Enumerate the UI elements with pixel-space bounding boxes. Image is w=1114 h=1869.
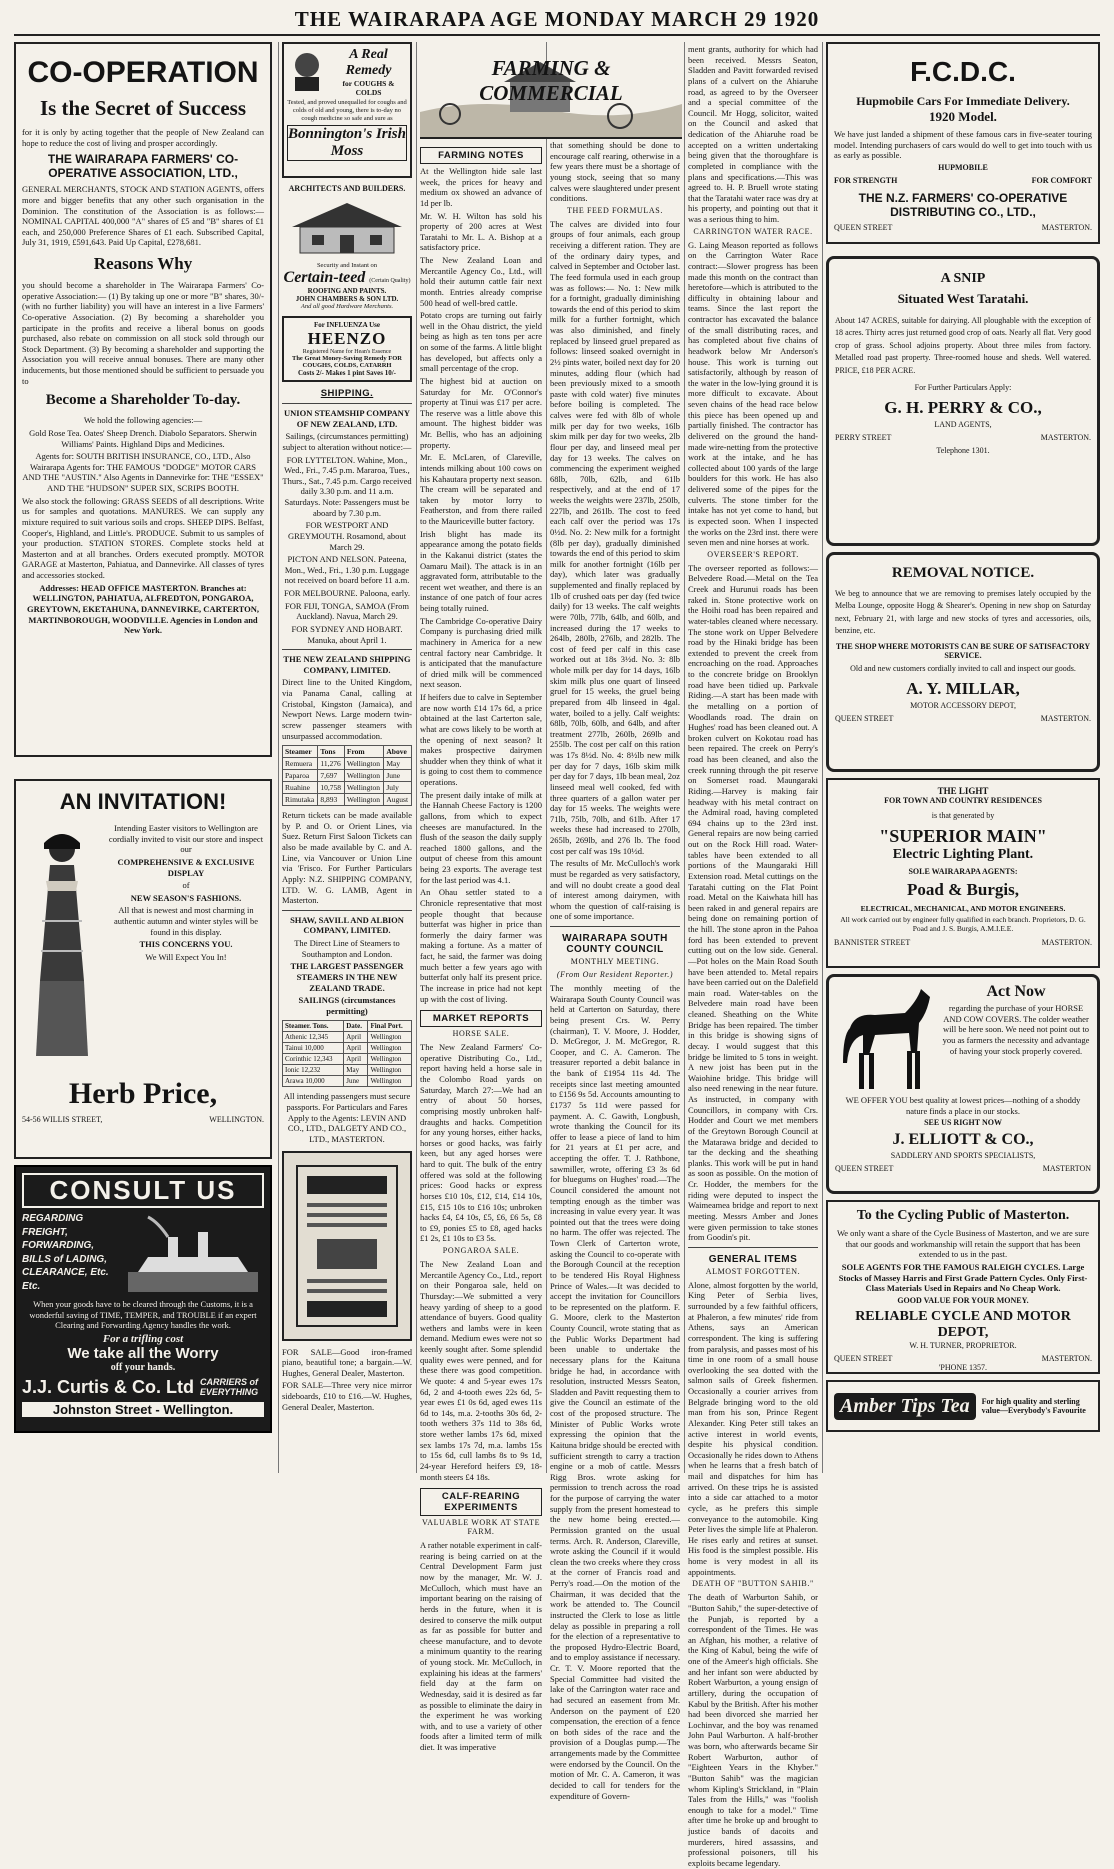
cycle-depot-street: QUEEN STREET bbox=[834, 1353, 893, 1363]
removal-thanks: Old and new customers cordially invited to call and inspect our goods. bbox=[850, 663, 1076, 673]
architects-heading: ARCHITECTS AND BUILDERS. bbox=[288, 184, 406, 193]
table-header: Tons bbox=[318, 746, 345, 758]
council-subtitle: MONTHLY MEETING. bbox=[570, 957, 660, 966]
table-header: Date. bbox=[344, 1021, 368, 1032]
table-cell: June bbox=[344, 1076, 368, 1087]
agencies-list: Gold Rose Tea. Oates' Sheep Drench. Diabolo Separators. Sherwin Williams' Paints. Highland Dips and Medicines. bbox=[29, 427, 257, 449]
hupmobile-label: HUPMOBILE bbox=[938, 162, 988, 172]
heenzo-brand: HEENZO bbox=[307, 329, 387, 348]
cycle-depot-town: MASTERTON. bbox=[1041, 1353, 1092, 1363]
reasons-text: you should become a shareholder in The Wairarapa Farmers' Co-operative Association:— (1) By taking up one or more "B" shares, 30/- (with no further liability) you will have an interest in a live Farmers' Co-operative Association. (2) By becoming a shareholder you participate in the profits and receive a liberal bonus on goods purchased, also rebate on commission on all stock sold through our Stock Department. (3) By becoming a shareholder and supporting the Association you will receive annual bonuses. There are many other inducements, but those mentioned should be sufficient to persuade you to bbox=[22, 280, 264, 386]
table-cell: Wellington bbox=[344, 782, 383, 794]
feed-formulas-conclusion: The results of Mr. McCulloch's work must be regarded as very satisfactory, and will no doubt create a good deal of interest among dairymen, with whom the question of calf-raising is one of some importance. bbox=[550, 858, 680, 922]
almost-forgotten-text: Alone, almost forgotten by the world, King Peter of Serbia lives, surrounded by a few faithful officers, at Phaleron, a few minutes' ride from Athens, says an American correspondent. The king is suffering from paralysis, and passes most of his time in one room of a small house overlooking the sea dotted with the salmon sails of Greek fishermen. Occasionally a courier arrives from Belgrade bringing word to the old man from his son, Prince Regent Alexander. King Peter still takes an active interest in world events, despite his physical condition. Occasionally he rides down to Athens when he learns that a fresh batch of mail and dispatches for him has arrived. On these trips he is assisted into a side car attached to a motor cycle, as he prefers this simple conveyance to the automobile. King Peter lives the simple life at Phaleron. He rises early and retires at sunset. His food is the simplest possible. His home is very modest in all its appointments. bbox=[688, 1279, 818, 1577]
shipping-title: SHIPPING. bbox=[320, 388, 374, 399]
table-cell: Wellington bbox=[368, 1043, 412, 1054]
table-cell: Wellington bbox=[344, 794, 383, 806]
calf-rearing-text: A rather notable experiment in calf-rearing is being carried on at the Central Development Farm just now by the manager, Mr. W. J. McCulloch, which must have an important bearing on the raising of herds in the future, when it is desired to conserve the milk output as far as possible for butter and cheese manufacture, and to devote a minimum quantity to the rearing of young stock. Mr. McCulloch, in explaining his ideas at the farmers' field day at the farm on Wednesday, said it is desired as far as possible to eliminate the dairy in the experiment he was working with, and to use a variety of other foods after a limited term of milk diet. It was imperative bbox=[420, 1540, 542, 1752]
farming-note: Potato crops are turning out fairly well in the Ohau district, the yield being as high as ten tons per acre on some of the farms. A little blight has developed, but affects only a small percentage of the crop. bbox=[420, 310, 542, 374]
house-illustration bbox=[282, 197, 412, 257]
fcdc-street: QUEEN STREET bbox=[834, 222, 893, 232]
table-cell: 10,758 bbox=[318, 782, 345, 794]
snip-further: For Further Particulars Apply: bbox=[914, 382, 1012, 392]
table-row bbox=[283, 1076, 412, 1087]
horse-sale-heading: HORSE SALE. bbox=[452, 1029, 510, 1039]
table-row bbox=[283, 1065, 412, 1076]
feed-formulas-text: The calves are divided into four groups of four animals, each group receiving a different ration. They are of the ordinary dairy types, and calved in September and October last. The feed formula used in each group was as follows:— No. 1: New milk for a fortnight, gradually diminishing towards the end of this period to skim milk for a further fortnight, which was also diminished, and finely replaced by linseed gruel prepared as follows: linseed soaked overnight in 2½ pints water, boiled next day for 20 minutes, adding flour (which had been previously mixed to a smooth paste with cold water) five minutes before boiling is completed. The calves were fed with 8lb of whole milk per day for two weeks, 16lb skim milk per day for two weeks, 2lb flour per day, and linseed meal per day for 13 weeks. The calves on commencing the experiment weighed 68lb, 70lb, 62lb, and 61lb respectively, and at the end of 17 weeks the weights were 237lb, 250lb, 227lb, and 261lb. The cost to feed each calf over the period was 17s 0½d. No. 2: New milk for a fortnight (8lb per day), gradually diminished towards the end of this period to skim milk for another fortnight (16lb per day), which later was gradually supplemented and finally replaced by 1lb of crushed oats per day (fed twice daily) for 13 weeks. The calf weights were 70lb, 77lb, 64lb, and 60lb, and increased during the 17 weeks to 264lb, 280lb, 276lb, and 282lb. The cost of feed per calf in this case worked out at 18s 3½d. No. 3: 8lb whole milk per day for 14 days, 16lb skim milk plus one quart of linseed gruel for 15 weeks, the gruel being prepared from 4lb linseed in 4gal. water, boiled to a jelly. Calf weights: 68lb, 70lb, 60lb, and 64lb, and after treatment 277lb, 260lb, 269lb and 255lb. The cost per calf on this ration was 17s 8½d. No. 4: 8½lb new milk per day for 7 days, 16lb skim milk per day for 7 days, 1lb bean meal, 2oz linseed meal well cooked, fed with three quarters of a gallon water per day for 15 weeks. The weights were 71lb, 75lb, 70lb, and 61lb. After 17 weeks these had increased to 270lb, 265lb, 269lb, and 276 lb. The food cost per calf was 19s 10½d. bbox=[550, 218, 680, 856]
consult-regarding: REGARDING FREIGHT, FORWARDING, BILLS of LADING, CLEARANCE, Etc. Etc. bbox=[22, 1213, 109, 1292]
invitation-p2: COMPREHENSIVE & EXCLUSIVE DISPLAY bbox=[117, 856, 255, 878]
pongaroa-sale-heading: PONGAROA SALE. bbox=[442, 1246, 520, 1255]
invitation-p7: We Will Expect You In! bbox=[145, 951, 227, 962]
table-cell: Wellington bbox=[368, 1032, 412, 1043]
cycle-depot-phone: 'PHONE 1357. bbox=[938, 1362, 988, 1372]
farming-banner-title: FARMING & COMMERCIAL bbox=[479, 56, 623, 105]
shaw-foot: All intending passengers must secure passports. For Particulars and Fares Apply to the Agents: LEVIN AND CO., LTD., DALGETY AND CO., LTD., MASTERTON. bbox=[283, 1091, 411, 1144]
actnow-ad bbox=[826, 974, 1100, 1194]
cycling-ad bbox=[826, 1200, 1100, 1374]
union-melbourne: FOR MELBOURNE. Paloona, early. bbox=[284, 588, 410, 598]
man-face-illustration bbox=[287, 47, 327, 91]
removal-ad bbox=[826, 552, 1100, 772]
farming-note: Irish blight has made its appearance among the potato fields in the Kakanui district (states the Oamaru Mail). The attack is in an aggravated form, attributable to the recent wet weather, and there is an instance of one patch of four acres being totally ruined. bbox=[420, 528, 542, 613]
consult-p2: For a trifling cost bbox=[102, 1332, 184, 1345]
light-sub: FOR TOWN AND COUNTRY RESIDENCES bbox=[884, 796, 1042, 805]
fcdc-firm: THE N.Z. FARMERS' CO-OPERATIVE DISTRIBUTING CO., LTD., bbox=[858, 190, 1068, 219]
elliott-firm: J. ELLIOTT & CO., bbox=[892, 1131, 1034, 1149]
become-heading: Become a Shareholder To-day. bbox=[45, 392, 241, 409]
farming-note: The Cambridge Co-operative Dairy Company is purchasing dried milk machinery in America for a new central factory near Cambridge. It is anticipated that the manufacture of dried milk will be commenced next season. bbox=[420, 615, 542, 690]
poad-burgis-firm: Poad & Burgis, bbox=[907, 880, 1019, 899]
fcdc-title: F.C.D.C. bbox=[910, 56, 1016, 87]
table-cell: Rimutaka bbox=[283, 794, 318, 806]
column-1 bbox=[14, 42, 272, 1473]
table-cell: July bbox=[384, 782, 412, 794]
perry-street: PERRY STREET bbox=[835, 432, 892, 442]
certainteed-brand: Certain-teed bbox=[283, 269, 366, 286]
inverted-advert-image bbox=[282, 1151, 412, 1341]
removal-title: REMOVAL NOTICE. bbox=[891, 565, 1035, 581]
column-5 bbox=[688, 42, 818, 1868]
council-from: (From Our Resident Reporter.) bbox=[556, 970, 674, 979]
remedy-tested: Tested, and proved unequalled for coughs and colds of old and young, there is to-day no cough medicine so safe and sure as bbox=[287, 99, 407, 123]
perry-town: MASTERTON. bbox=[1040, 432, 1091, 442]
table-row bbox=[283, 1043, 412, 1054]
cycling-body: We only want a share of the Cycle Business of Masterton, and we are sure that our goods and workmanship will retain the support that has been extended to us in the past. bbox=[836, 1228, 1090, 1260]
water-race-text: G. Laing Meason reported as follows on the Carrington Water Race contract:—Slower progress has been made this month on the contract than heretofore—which is attributed to the difficulty in obtaining labour and teams. Since the last report the contractor has excavated the balance of the small distributing races, and has completed about five chains of headwork below Mr Anderson's house. This work is turning out satisfactorily, although by reason of the water in the low-lying ground it is more difficult to excavate. About seven chains of the head race below this piece has been opened up and partially finished. The contractor has delivered on the ground the hand-made wire-netting from the protective work at the intake, and he has collected about 100 yards of the large boulders for this work. He has also delivered some of the pipes for the culverts. The stone timber for the intake has not yet come to hand, but is expected soon. When I inspected the works on the 23rd inst. there were seven men and nine horses at work. bbox=[688, 239, 818, 548]
bonningtons-brand: Bonnington's Irish Moss bbox=[288, 126, 406, 160]
remedy-ad bbox=[282, 42, 412, 178]
cycling-value: GOOD VALUE FOR YOUR MONEY. bbox=[897, 1295, 1029, 1305]
farming-note: Mr. W. H. Wilton has sold his property of 200 acres at West Taratahi to Mr. L. A. Bishop at a satisfactory price. bbox=[420, 210, 542, 253]
millar-town: MASTERTON. bbox=[1040, 713, 1091, 723]
table-cell: June bbox=[384, 770, 412, 782]
perry-role: LAND AGENTS, bbox=[934, 419, 992, 429]
calf-rearing-subtitle: VALUABLE WORK AT STATE FARM. bbox=[421, 1518, 541, 1537]
fcdc-body: We have just landed a shipment of these famous cars in five-seater touring model. Intending purchasers of cars would do well to get into touch with us as early as possible. bbox=[834, 129, 1092, 161]
masthead bbox=[14, 4, 1100, 36]
actnow-see: SEE US RIGHT NOW bbox=[924, 1118, 1002, 1128]
removal-shop: THE SHOP WHERE MOTORISTS CAN BE SURE OF SATISFACTORY SERVICE. bbox=[835, 641, 1091, 660]
shaw-steamer-table bbox=[282, 1020, 412, 1087]
table-header: Final Port. bbox=[368, 1021, 412, 1032]
table-row bbox=[283, 782, 412, 794]
table-cell: April bbox=[344, 1032, 368, 1043]
table-row bbox=[283, 770, 412, 782]
amber-tips-ad bbox=[826, 1380, 1100, 1432]
fcdc-town: MASTERTON. bbox=[1041, 222, 1092, 232]
shaw-line: The Direct Line of Steamers to Southampton and London. bbox=[294, 938, 400, 959]
table-cell: Wellington bbox=[344, 770, 383, 782]
consult-p1: When your goods have to be cleared through the Customs, it is a wonderful saving of TIME, TEMPER, and TROUBLE if an expert Clearing and Forwarding Agency handles the work. bbox=[29, 1299, 257, 1331]
table-cell: Wellington bbox=[368, 1076, 412, 1087]
table-row bbox=[283, 1054, 412, 1065]
curtis-firm: J.J. Curtis & Co. Ltd bbox=[22, 1376, 195, 1397]
horse-sale-text: The New Zealand Farmers' Co-operative Distributing Co., Ltd., report having held a horse sale in the Colombo Road yards on Saturday, March 27:—We had an entry of about 50 horses, comprising mostly unbroken half-draughts and hacks. Competition for any young horses, either hacks, horses or good hacks, was fairly keen, but any aged horses were hard to quit. The bulk of the entry offered was sold at the following prices: Good hacks or express horses £10 10s, £12, £14, £14 10s, £15, £15 10s to £16 10s; unbroken hacks £4, £4 10s, £5, £6, £6 5s, £8 to £9, ponies £5 to £8, aged hacks £1 2s, £1 10s to £3 5s. bbox=[420, 1042, 542, 1244]
column-6 bbox=[826, 42, 1100, 1473]
coop-ad bbox=[14, 42, 272, 757]
actnow-offer: WE OFFER YOU best quality at lowest prices—nothing of a shoddy nature finds a place in our stocks. bbox=[845, 1095, 1081, 1116]
farming-note: If heifers due to calve in September are now worth £14 17s 6d, a price obtained at the last Carterton sale, what are cows likely to be worth at the opening of next season? It makes prospective dairymen shudder when they think of what it is going to cost them to commence operations. bbox=[420, 692, 542, 787]
market-reports-title: MARKET REPORTS bbox=[420, 1010, 542, 1027]
button-sahib-text: The death of Warburton Sahib, or "Button Sahib," the super-detective of the Punjab, is reported by a correspondent of the Times. He was an Afghan, his mother, a relative of the King of Kabul, being the wife of one of the Ameer's high officials. She and her infant son were abducted by Robert Warburton, a young ensign of artillery, during the occupation of Kabul by the British. After his mother had been divorced she married her Lochinvar, and the boy was renamed John Paul Warburton. A half-brother was born, who afterwards became Sir Robert Warburton, author of "Eighteen Years in the Khyber." "Button Sahib" was the magician whom Kipling's Strickland, in "Plain Tales from the Hills," was "foolish enough to take for a model." Time after time he broke up and brought to justice bands of dacoits and murderers, hired assassins, and professional poisoners, till his exploits became legendary. bbox=[688, 1592, 818, 1868]
shaw-largest: THE LARGEST PASSENGER STEAMERS IN THE NEW ZEALAND TRADE. bbox=[290, 961, 404, 993]
elliott-role: SADDLERY AND SPORTS SPECIALISTS, bbox=[890, 1151, 1036, 1161]
snip-body: About 147 ACRES, suitable for dairying. All ploughable with the exception of 18 acres. Thirty acres just returned good crop of oats. Nearly all flat. Very good crop of grass. School adjoins property. About three miles from factory. Metalled road past property. Three-roomed house and sheds. Well watered. PRICE, £18 PER ACRE. bbox=[835, 316, 1091, 375]
poad-burgis-work: All work carried out by engineer fully qualified in each branch. Proprietors, D. G. Poad and J. S. Burgis, A.M.I.E.E. bbox=[840, 915, 1086, 934]
coop-intro: for it is only by acting together that the people of New Zealand can hope to reduce the cost of living and prosper accordingly. bbox=[22, 127, 264, 148]
coop-addresses: Addresses: HEAD OFFICE MASTERTON. Branches at: WELLINGTON, PAHIATUA, ALFREDTON, PONGAROA, GREYTOWN, EKETAHUNA, DANNEVIRKE, CARTERTON, MARTINBOROUGH, WOODVILLE. Agencies in London and New York. bbox=[26, 582, 259, 636]
actnow-title: Act Now bbox=[986, 983, 1046, 1000]
classified-sideboards: FOR SALE—Three very nice mirror sideboards, £10 to £16.—W. Hughes, General Dealer, Masterton. bbox=[282, 1380, 412, 1412]
coop-title: CO-OPERATION bbox=[27, 56, 259, 89]
button-sahib-heading: DEATH OF "BUTTON SAHIB." bbox=[692, 1579, 814, 1589]
invitation-p6: THIS CONCERNS YOU. bbox=[139, 939, 233, 950]
union-lyttelton: FOR LYTTELTON. Wahine, Mon., Wed., Fri., 7.45 p.m. Mararoa, Tues., Thurs., Sat., 7.45 p.m. Cargo received daily 3.30 p.m. and 11 a.m. Saturdays. Note: Passengers must be aboard by 7.30 p.m. bbox=[282, 454, 412, 518]
fcdc-strength: FOR STRENGTH bbox=[834, 175, 898, 185]
millar-street: QUEEN STREET bbox=[835, 713, 894, 723]
union-fiji: FOR FIJI, TONGA, SAMOA (From Auckland). Navua, March 29. bbox=[285, 600, 409, 622]
cycling-agents: SOLE AGENTS FOR THE FAMOUS RALEIGH CYCLES. Large Stocks of Massey Harris and First Grade Pattern Cycles. Only First-Class Materials Used in Repairs and No Cheap Work. bbox=[838, 1261, 1088, 1294]
herb-price-city: WELLINGTON. bbox=[209, 1115, 264, 1124]
light-generated: is that generated by bbox=[931, 811, 995, 820]
invitation-p3: of bbox=[182, 880, 190, 891]
coop-desc: GENERAL MERCHANTS, STOCK AND STATION AGENTS, offers more and bigger benefits that any other such organisation in the Dominion. The constitution of the Association is as follows:—NOMINAL CAPITAL 400,000 "A" shares of £5 and "B" shares of £1 each, and 250,000 Preference Shares of £1 each. Subscribed Capital, July 31, 1919, £591,643. Paid Up Capital, £278,681. bbox=[22, 184, 264, 248]
actnow-body: regarding the purchase of your HORSE AND COW COVERS. The colder weather will be here soon. We need not point out to you as farmers the necessity and advantage of having your stock properly covered. bbox=[942, 1003, 1090, 1056]
inverted-advert-graphic bbox=[292, 1161, 402, 1331]
union-westport: FOR WESTPORT AND GREYMOUTH. Rosamond, about March 29. bbox=[287, 520, 407, 552]
table-row bbox=[283, 794, 412, 806]
superior-main-brand: "SUPERIOR MAIN" bbox=[879, 826, 1047, 846]
herb-price-brand: Herb Price, bbox=[68, 1077, 218, 1110]
consult-title: CONSULT US bbox=[22, 1173, 264, 1208]
table-row bbox=[283, 1032, 412, 1043]
calf-rearing-continued: that something should be done to encourage calf rearing, otherwise in a few years there must be a shortage of young stock, seeing that so many calves were slaughtered under present conditions. bbox=[550, 140, 680, 204]
invitation-title: AN INVITATION! bbox=[59, 789, 227, 814]
farming-notes-title: FARMING NOTES bbox=[420, 147, 542, 164]
table-cell: Athenic 12,345 bbox=[283, 1032, 344, 1043]
fcdc-ad bbox=[826, 42, 1100, 244]
consult-p4: off your hands. bbox=[110, 1361, 176, 1373]
feed-formulas-heading: THE FEED FORMULAS. bbox=[567, 205, 663, 215]
union-sailings: Sailings, (circumstances permitting) subject to alteration without notice:— bbox=[282, 431, 412, 452]
column-2 bbox=[282, 42, 412, 1473]
table-cell: Paparoa bbox=[283, 770, 318, 782]
herb-price-address: 54-56 WILLIS STREET, bbox=[22, 1115, 103, 1124]
table-cell: 11,276 bbox=[318, 758, 345, 770]
poad-burgis-street: BANNISTER STREET bbox=[834, 937, 911, 947]
ship-illustration bbox=[128, 1212, 258, 1292]
farming-note: The New Zealand Loan and Mercantile Agency Co., Ltd., will hold their autumn cattle fair next month. Entries already comprise 500 head of well-bred cattle. bbox=[420, 255, 542, 308]
poad-burgis-town: MASTERTON. bbox=[1041, 937, 1092, 947]
invitation-p4: NEW SEASON'S FASHIONS. bbox=[130, 892, 242, 903]
snip-ad bbox=[826, 256, 1100, 546]
poad-burgis-engineers: ELECTRICAL, MECHANICAL, AND MOTOR ENGINEERS. bbox=[860, 904, 1066, 913]
column-rule bbox=[546, 42, 547, 1473]
nzsc-company: THE NEW ZEALAND SHIPPING COMPANY, LIMITED. bbox=[283, 654, 411, 675]
remedy-headline: A Real Remedy bbox=[345, 47, 392, 78]
certainteed-line2: JOHN CHAMBERS & SON LTD. bbox=[295, 295, 399, 303]
amber-tips-brand: Amber Tips Tea bbox=[834, 1393, 976, 1420]
stock-list: We also stock the following: GRASS SEEDS of all descriptions. Write us for samples and quotations. MANURES. We can supply any mixture required to suit various soils and crops. SHEEP DIPS. Belfast, Cooper's, Highland, and Little's. PRODUCE. Submit to us samples of your production. STATION STORES. Complete stocks held at Masterton and at all branches. Orders executed promptly. MOTOR GARAGE at Masterton, Pahiatua, and Dannevirke. All classes of tyres and accessories stocked. bbox=[22, 495, 264, 580]
nzsc-steamer-table bbox=[282, 745, 412, 806]
certainteed-tag: (Certain Quality) bbox=[369, 278, 411, 284]
certainteed-line3: And all good Hardware Merchants. bbox=[300, 303, 394, 310]
farming-note: Mr. E. McLaren, of Clareville, intends milking about 100 cows on his Kahautara property next season. The cream will be separated and taken by motor lorry to Featherston, and from there railed to the Mauriceville butter factory. bbox=[420, 452, 542, 526]
column-rule bbox=[278, 42, 279, 1473]
table-cell: Wellington bbox=[344, 758, 383, 770]
table-header: From bbox=[344, 746, 383, 758]
table-header: Steamer. Tons. bbox=[283, 1021, 344, 1032]
table-cell: Remuera bbox=[283, 758, 318, 770]
heenzo-reg: Registered Name for Hean's Essence bbox=[302, 349, 392, 355]
general-items-title: GENERAL ITEMS bbox=[708, 1253, 798, 1265]
overseer-report-text: The overseer reported as follows:— Belvedere Road.—Metal on the Tea Creek and Hurunui roads has been raked in. Stone protective work on the Hoihi road has been repaired and water-tables cleaned where necessary. The stone work on Upper Belvedere road by the Hinaki bridge has been extended to prevent the creek from encroaching on the road. Approaches to the concrete bridge on Brooklyn road have been tidied up. Parkvale Riding.—A start has been made with the metalling on a portion of Woodlands road. The drain on Hughes' road has been cleaned out. A broken culvert on Kokotau road has been repaired. The creek on Perry's road has been cleaned, and also the creek running through the pit reserve on Somerset road. Maungaraki Riding.—Harvey is making fair headway with his metal contract on the Admiral road, having completed 694 chains up to the 23rd inst. General repairs are now being carried out on the Rock Hill road. Water-tables have been extended to all portions of the Maungaraki Hill Extension road. Metal cuttings on the Taratahi cutting on the Flat Point road. Metal on the Kaiwhata hill has been raked in and general repairs are being done on remaining portion of the hill. The stone apron in the Pahoa ford has been extended to prevent cutting out on the low side. General.—Pot holes on the Main Road South have been attended to. Metal repairs have been carried out on the Dalefield main road. Water-tables on the Belvedere main road have been cleaned. Sheathing on the White Bridge has been repaired. The timber in this bridge is showing signs of decay. I would suggest that this bridge be limited to 5 tons in weight. A new joist has been put in the Waiohine bridge. This bridge will also need renewing in the near future. As instructed, in company with Councillors, in company with Crs. Hodder and Court we met members of the Greytown Borough Council at the Matarawa bridge and decided to tar the decking and the sheathing planks. This work will be put in hand as soon as possible. On the motion of Cr. Hodder, the members for the riding were deputed to inspect the Waimeamea bridge and report to next meeting. Messrs Amber and Jones were given permission to take stones from Goodin's pit. bbox=[688, 562, 818, 1243]
removal-body: We beg to announce that we are removing to premises lately occupied by the Melba Lounge, opposite Hogg & Shearer's. Opening in new shop on Saturday next, February 21, with large and new stocks of tyres and accessories, oils, benzine, etc. bbox=[835, 589, 1091, 636]
table-cell: April bbox=[344, 1054, 368, 1065]
consult-ad bbox=[14, 1165, 272, 1433]
council-title: WAIRARAPA SOUTH COUNTY COUNCIL bbox=[562, 933, 668, 955]
heenzo-desc: The Great Money-Saving Remedy FOR COUGHS, COLDS, CATARRH bbox=[291, 355, 402, 369]
farming-note: At the Wellington hide sale last week, the prices for heavy and medium ox showed an advance of 1d per lb. bbox=[420, 166, 542, 208]
remedy-for: for COUGHS & COLDS bbox=[342, 79, 395, 97]
table-cell: Tainui 10,000 bbox=[283, 1043, 344, 1054]
classified-piano: FOR SALE—Good iron-framed piano, beautiful tone; a bargain.—W. Hughes, General Dealer, Masterton. bbox=[282, 1346, 412, 1378]
light-title: THE LIGHT bbox=[937, 786, 989, 796]
table-cell: Ruahine bbox=[283, 782, 318, 794]
table-cell: May bbox=[384, 758, 412, 770]
heenzo-price: Costs 2/- Makes 1 pint Saves 10/- bbox=[297, 369, 396, 377]
amber-tips-tagline: For high quality and sterling value—Everybody's Favourite bbox=[981, 1397, 1086, 1415]
snip-subtitle: Situated West Taratahi. bbox=[897, 291, 1029, 306]
certainteed-security: Security and Instant on bbox=[316, 262, 378, 269]
shaw-sailings: SAILINGS (circumstances permitting) bbox=[298, 995, 396, 1016]
column-4 bbox=[550, 138, 680, 1801]
table-cell: Corinthic 12,343 bbox=[283, 1054, 344, 1065]
fcdc-line2: 1920 Model. bbox=[929, 109, 997, 124]
agencies-intro: We hold the following agencies:— bbox=[83, 415, 203, 426]
nzsc-foot: Return tickets can be made available by P. and O. or Orient Lines, via Suez. Return First Saloon Tickets can also be made available by C. and A. Line, via Vancouver or Union Line via 'Frisco. For Further Particulars Apply: N.Z. SHIPPING COMPANY, LTD. W. G. LAMB, Agent in Masterton. bbox=[282, 810, 412, 906]
shaw-company: SHAW, SAVILL AND ALBION COMPANY, LIMITED. bbox=[290, 914, 404, 936]
curtis-carriers: CARRIERS of EVERYTHING bbox=[199, 1377, 259, 1398]
union-sydney: FOR SYDNEY AND HOBART. Manuka, about April 1. bbox=[291, 623, 403, 645]
fcdc-comfort: FOR COMFORT bbox=[1031, 175, 1092, 185]
council-text: The monthly meeting of the Wairarapa South County Council was held at Carterton on Saturday, there being present Crs. W. Perry (chairman), T. V. Moore, J. Hodder, D. McGregor, J. M. McGregor, R. Cooper, and C. A. Cameron. The treasurer reported a debit balance in the bank of £1954 11s 4d. The receipts since last meeting amounted to £156 9s 5d. Accounts amounting to £1737 5s 11d were passed for payment. A. C. Gawith, Longbush, wrote thanking the Council for its offer to lease a piece of land to him for 21 years at £1 per acre, and accepting the offer. T. J. Rathbone, sawmiller, wrote, offering £3 3s 6d for bluegums on Hughes' road.—The Council considered the amount not tempting enough as the timber was increasing in value every year. It was pointed out that the trees were doing no harm. The offer was rejected. The Town Clerk of Carterton wrote, asking the Council to co-operate with the Borough Council at the reception to be tendered His Royal Highness Prince of Wales.—It was decided to accept the invitation for Councillors to be represented on the platform. F. G. Moore, clerk to the Masterton County Council, wrote stating that as the Public Works Department had been unable to undertake the necessary plans for the Kaituna bridge he had, in accordance with resolution, instructed Messrs Seaton, Sladden and Pavitt requesting them to give the Council an estimate of the cost of the proposed structure. The Minister of Public Works wrote expressing the opinion that the Kaituna bridge should be erected with sufficient strength to carry a traction engine or a mob of cattle. Messrs Rigg Bros. wrote asking for permission to trench across the road for the purpose of carrying the water supply from the present homestead to the new home being erected.—Permission granted on the usual terms. Arch. R. Anderson, Clareville, wrote asking the Council if it would clean the two creeks where they cross at the corner of Francis road and Perry's road.—On the motion of the Chairman, it was decided that the work be attended to. The Council instructed the Clerk to lose as little delay as possible in preparing a roll for the election of a representative to the proposed Hydro-Electric Board, and to employ assistance if necessary. Cr. T. V. Moore reported that the Special Committee had visited the lake of the Carrington water race and had secured an easement from Mr. Anderson on the payment of £20 compensation, the erection of a fence on both sides of the race and the provision of a Douglas pump.—The arrangements made by the Committee were endorsed by the Council. On the motion of Mr. C. A. Cameron, it was decided to call for tenders for the expenditure of Govern- bbox=[550, 983, 680, 1801]
invitation-ad bbox=[14, 779, 272, 1159]
table-cell: Wellington bbox=[368, 1065, 412, 1076]
table-cell: Wellington bbox=[368, 1054, 412, 1065]
table-cell: April bbox=[344, 1043, 368, 1054]
heenzo-ad bbox=[282, 316, 412, 382]
millar-role: MOTOR ACCESSORY DEPOT, bbox=[910, 700, 1016, 710]
column-rule bbox=[416, 42, 417, 1473]
coop-name: THE WAIRARAPA FARMERS' CO-OPERATIVE ASSOCIATION, LTD., bbox=[47, 152, 239, 181]
union-company: UNION STEAMSHIP COMPANY OF NEW ZEALAND, LTD. bbox=[284, 408, 410, 429]
table-cell: August bbox=[384, 794, 412, 806]
table-cell: 7,697 bbox=[318, 770, 345, 782]
farming-note: The highest bid at auction on Saturday for Mr. O'Connor's property at Tinui was £17 per acre. The reserve was a little above this amount. The highest bidder was Mr. Bellis, who has an adjoining property. bbox=[420, 375, 542, 450]
almost-forgotten-heading: ALMOST FORGOTTEN. bbox=[705, 1266, 801, 1276]
snip-title: A SNIP bbox=[940, 271, 986, 286]
reasons-title: Reasons Why bbox=[93, 254, 193, 273]
table-header: Above bbox=[384, 746, 412, 758]
cycle-depot-prop: W. H. TURNER, PROPRIETOR. bbox=[909, 1340, 1017, 1350]
horse-illustration bbox=[835, 983, 935, 1093]
elliott-town: MASTERTON bbox=[1042, 1164, 1091, 1174]
curtis-address: Johnston Street - Wellington. bbox=[22, 1402, 264, 1417]
light-agents: SOLE WAIRARAPA AGENTS: bbox=[908, 867, 1018, 876]
calf-rearing-title: CALF-REARING EXPERIMENTS bbox=[420, 1488, 542, 1516]
council-continued: ment grants, authority for which had been received. Messrs Seaton, Sladden and Pavitt forwarded revised plans of a culvert on the Ahiaruhe road, as agreed to by the Overseer and a special committee of the Council. Mr Hogg, solicitor, waited on the Council and asked that dedication of the Ahiaruhe road be accepted on a written undertaking being given that the thoroughfare is completed in compliance with the plans and specifications.—This was agreed to. H. P. Bruell wrote stating that the Taratahi water race was dry at his property, and pointing out that it was a serious thing to him. bbox=[688, 44, 818, 224]
pongaroa-sale-text: The New Zealand Loan and Mercantile Agency Co., Ltd., report on their Pongaroa sale, held on Thursday:—We submitted a very heavy yarding of sheep to a good attendance of buyers. Good quality wethers and lambs were in keen demand. Medium ewes were not so keenly sought after. Some splendid quality ewes were penned, and for these there was good competition. We quote: 4 and 5-year ewes 17s 6d, 2 and 4-tooth ewes 22s 6d, 5-year ewes £1 0s 6d, aged ewes 11s 6d to 14s, m.a. 2-tooths 30s 6d, 2-tooth wethers 37s 11d to 38s 6d, store wether lambs 17s 6d, mixed sex lambs 17s 7d, m.a. lambs 15s to 15s 6d, cull lambs 8s to 9s 1d, 24-year Hereford heifers £9, 18-month steers £4 18s. bbox=[420, 1259, 542, 1482]
water-race-heading: CARRINGTON WATER RACE. bbox=[693, 226, 813, 236]
table-header: Steamer bbox=[283, 746, 318, 758]
invitation-p1: Intending Easter visitors to Wellington are cordially invited to visit our store and inspect our bbox=[108, 823, 264, 855]
table-cell: May bbox=[344, 1065, 368, 1076]
fcdc-line1: Hupmobile Cars For Immediate Delivery. bbox=[856, 94, 1070, 108]
cycle-depot-firm: RELIABLE CYCLE AND MOTOR DEPOT, bbox=[855, 1308, 1071, 1340]
table-row bbox=[283, 758, 412, 770]
table-cell: 8,893 bbox=[318, 794, 345, 806]
cycling-title: To the Cycling Public of Masterton. bbox=[856, 1208, 1070, 1223]
agents-for: Agents for: SOUTH BRITISH INSURANCE, CO., LTD., Also Wairarapa Agents for: THE FAMOUS "DODGE" MOTOR CARS AND THE "AUSTIN." Also Agents in Dannevirke for: THE "ESSEX" AND THE "HUDSON" SUPER SIX, SCRIPS BOOTH. bbox=[22, 451, 264, 493]
fashion-lady-illustration bbox=[22, 821, 102, 1071]
elliott-street: QUEEN STREET bbox=[835, 1164, 894, 1174]
masthead-text: THE WAIRARAPA AGE MONDAY MARCH 29 1920 bbox=[294, 7, 820, 31]
table-cell: Arawa 10,000 bbox=[283, 1076, 344, 1087]
heenzo-for: For INFLUENZA Use bbox=[314, 321, 380, 329]
farming-note: An Ohau settler stated to a Chronicle representative that most people thought that because butterfat was higher in price than formerly the dairy farmer was making a fortune. As a matter of fact, he said, the farmer was doing much better a few years ago with butterfat only half its present price. The increase in price had not kept up with the cost of living. bbox=[420, 887, 542, 1004]
certainteed-line1: ROOFING AND PAINTS. bbox=[307, 287, 387, 295]
farming-commercial-banner bbox=[420, 42, 682, 139]
union-picton: PICTON AND NELSON. Pateena, Mon., Wed., Fri., 1.30 p.m. Luggage not received on board before 11 a.m. bbox=[284, 554, 410, 586]
column-rule bbox=[684, 42, 685, 1473]
overseer-report-heading: OVERSEER'S REPORT. bbox=[707, 549, 799, 559]
light-ad bbox=[826, 778, 1100, 968]
invitation-p5: All that is newest and most charming in authentic autumn and winter styles will be found in this display. bbox=[114, 905, 258, 937]
coop-subtitle: Is the Secret of Success bbox=[39, 96, 247, 120]
table-cell: Ionic 12,232 bbox=[283, 1065, 344, 1076]
perry-telephone: Telephone 1301. bbox=[936, 445, 990, 455]
light-plant: Electric Lighting Plant. bbox=[892, 847, 1034, 862]
farming-note: The present daily intake of milk at the Hannah Cheese Factory is 1200 gallons, from which to expect cheeses are manufactured. In the flush of the season the daily supply reached 1800 gallons, and the output of cheese from this amount being 23 exports. The average test for the last period was 4.1. bbox=[420, 789, 542, 885]
millar-firm: A. Y. MILLAR, bbox=[906, 678, 1020, 698]
perry-firm: G. H. PERRY & CO., bbox=[884, 397, 1042, 417]
column-rule bbox=[822, 42, 823, 1473]
nzsc-body: Direct line to the United Kingdom, via Panama Canal, calling at Cristobal, Kingston (Jamaica), and Newport News. Large modern twin-screw passenger steamers with unsurpassed accommodation. bbox=[282, 677, 412, 741]
consult-p3: We take all the Worry bbox=[67, 1344, 219, 1362]
